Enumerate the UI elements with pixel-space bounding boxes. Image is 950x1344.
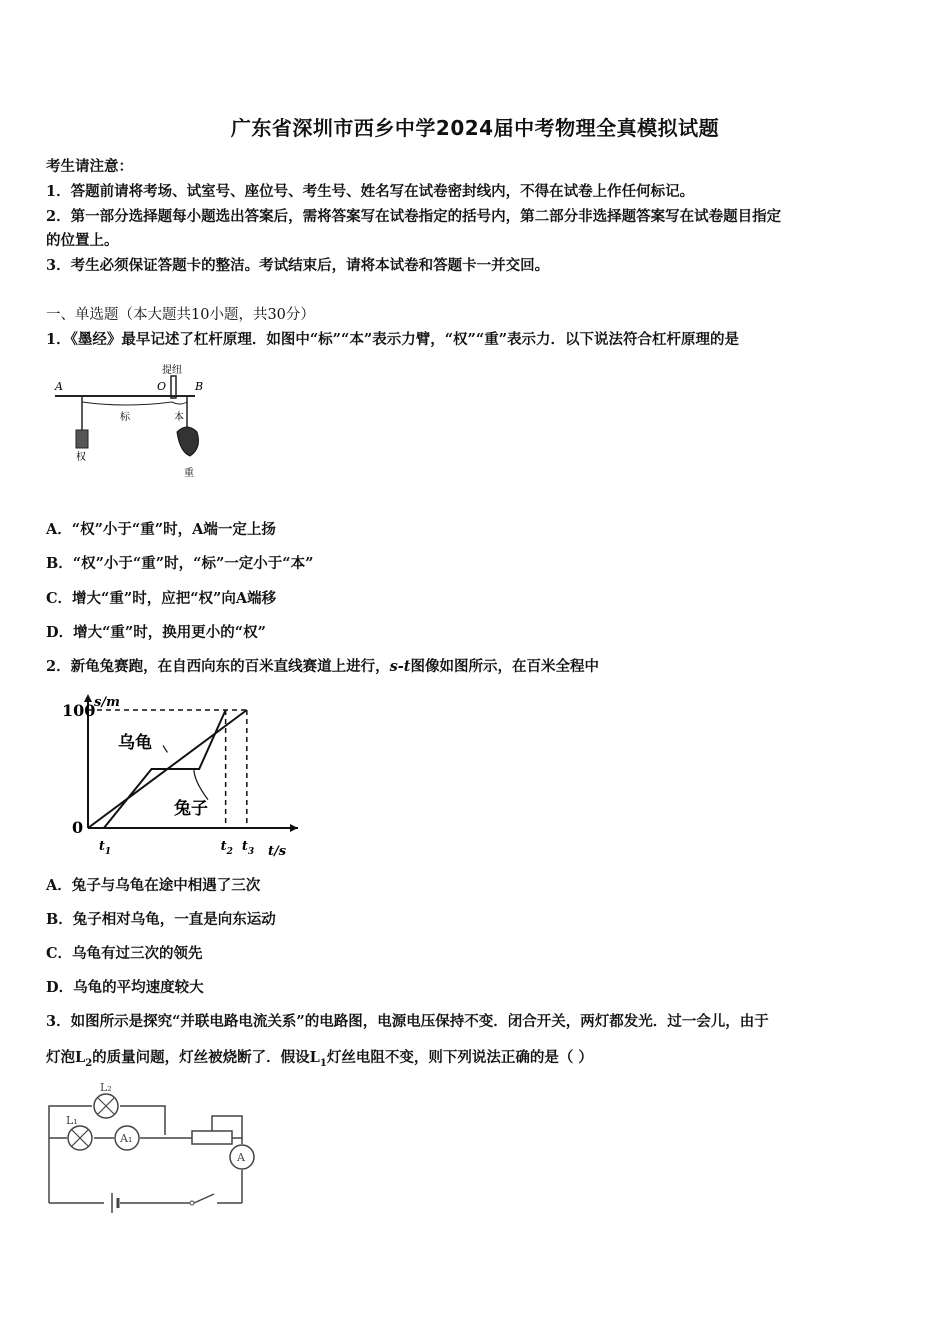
notice-item: 2．第一部分选择题每小题选出答案后，需将答案写在试卷指定的括号内，第二部分非选择题答案写在试卷题目指定	[46, 208, 782, 225]
y-axis-label: s/m	[94, 695, 120, 710]
lever-label-o: O	[157, 380, 167, 393]
q1-stem: 1．《墨经》最早记述了杠杆原理．如图中“标”“本”表示力臂，“权”“重”表示力．以下说法符合杠杆原理的是	[46, 331, 740, 348]
q3-sub: 2	[85, 1057, 93, 1069]
q2-option-a[interactable]: A．兔子与乌龟在途中相遇了三次	[46, 877, 261, 894]
circuit-label-l1: L₁	[66, 1114, 78, 1127]
x-tick-label-t3: $t_3$	[241, 839, 255, 857]
notice-item: 的位置上。	[46, 232, 119, 249]
annotation-tortoise-pointer	[163, 745, 167, 752]
lever-figure	[50, 360, 220, 485]
q2-option-c[interactable]: C．乌龟有过三次的领先	[46, 945, 203, 962]
annotation-tortoise: 乌龟	[118, 732, 152, 753]
q3-text: 灯泡L	[46, 1049, 86, 1066]
q2-option-b[interactable]: B．兔子相对乌龟，一直是向东运动	[46, 911, 276, 928]
q2-option-d[interactable]: D．乌龟的平均速度较大	[46, 979, 204, 996]
q3-text: 灯丝电阻不变，则下列说法正确的是（ ）	[326, 1049, 593, 1066]
annotation-rabbit: 兔子	[174, 798, 208, 819]
q3-stem-line1: 3．如图所示是探究“并联电路电流关系”的电路图，电源电压保持不变．闭合开关，两灯都发光．过一会儿，由于	[46, 1013, 769, 1030]
q1-option-c[interactable]: C．增大“重”时，应把“权”向A端移	[46, 590, 277, 607]
circuit-label-a: A	[237, 1151, 245, 1164]
lever-label-quan: 权	[76, 452, 86, 463]
lever-label-zhong: 重	[184, 468, 194, 479]
y-tick-label: 100	[62, 701, 96, 720]
y-tick-label: 0	[72, 818, 84, 837]
circuit-label-a1: A₁	[120, 1132, 133, 1145]
x-tick-label-t2: $t_2$	[220, 839, 233, 857]
q2-stem-suffix: 图像如图所示，在百米全程中	[410, 658, 599, 675]
q1-option-d[interactable]: D．增大“重”时，换用更小的“权”	[46, 624, 266, 641]
x-axis-label: t/s	[268, 844, 287, 859]
q3-sub: 1	[319, 1057, 327, 1069]
q2-stem	[46, 655, 599, 676]
q1-option-a[interactable]: A．“权”小于“重”时，A端一定上扬	[46, 521, 276, 538]
q3-text: 的质量问题，灯丝被烧断了．假设L	[92, 1049, 320, 1066]
notice-item: 1．答题前请将考场、试室号、座位号、考生号、姓名写在试卷密封线内，不得在试卷上作任何标记。	[46, 183, 695, 200]
circuit-label-l2: L₂	[100, 1081, 112, 1094]
lever-label-b: B	[195, 380, 204, 393]
x-tick-label-t1: $t_1$	[98, 839, 112, 857]
section-heading: 一、单选题（本大题共10小题，共30分）	[46, 307, 315, 323]
circuit-figure	[42, 1080, 272, 1215]
annotation-rabbit-pointer	[194, 769, 208, 800]
lever-label-biao: 标	[120, 412, 130, 423]
lever-label-a: A	[55, 380, 63, 393]
x-axis-arrow	[290, 824, 298, 832]
q2-stem-st: s-t	[389, 658, 411, 675]
notice-heading: 考生请注意：	[46, 158, 133, 175]
q2-stem-prefix: 2．新龟兔赛跑，在自西向东的百米直线赛道上进行，	[46, 658, 390, 675]
lever-label-ben: 本	[174, 412, 184, 423]
q1-option-b[interactable]: B．“权”小于“重”时，“标”一定小于“本”	[46, 555, 314, 572]
q3-stem-line2	[46, 1046, 593, 1069]
lever-label-tizu: 提纽	[162, 365, 182, 376]
notice-item: 3．考生必须保证答题卡的整洁。考试结束后，请将本试卷和答题卡一并交回。	[46, 257, 550, 274]
st-chart	[60, 688, 300, 863]
page-title: 广东省深圳市西乡中学2024届中考物理全真模拟试题	[230, 116, 720, 140]
